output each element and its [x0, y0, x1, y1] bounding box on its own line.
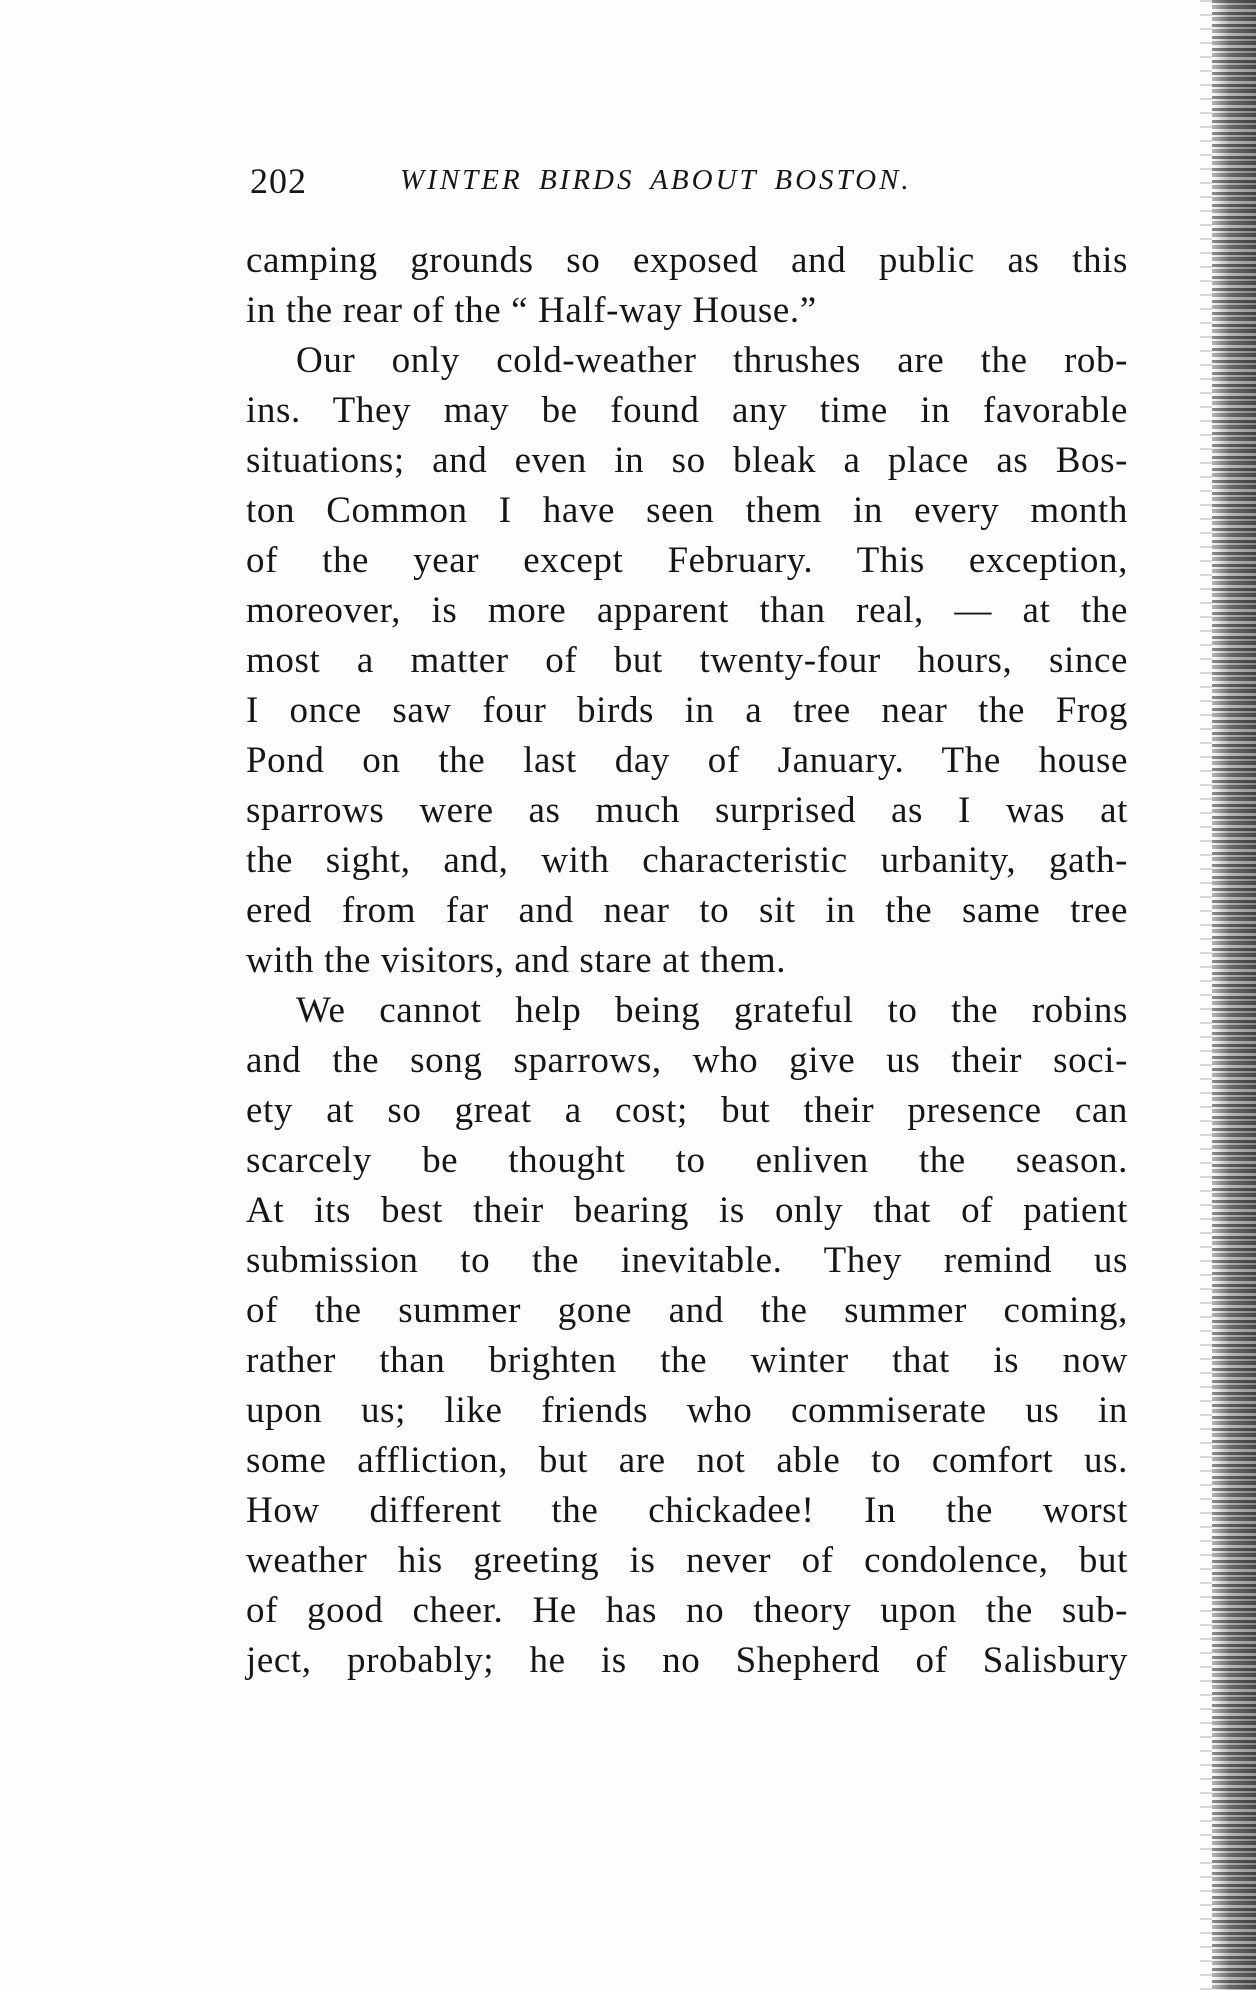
text-line: ety at so great a cost; but their presence can [246, 1090, 1128, 1131]
text-line: of the summer gone and the summer coming, [246, 1290, 1128, 1331]
text-line: moreover, is more apparent than real, — at the [246, 590, 1128, 631]
text-line: submission to the inevitable. They remind us [246, 1240, 1128, 1281]
page-number: 202 [250, 161, 307, 201]
text-line: I once saw four birds in a tree near the Frog [246, 690, 1128, 731]
text-line: some affliction, but are not able to comfort us. [246, 1440, 1128, 1481]
text-line: upon us; like friends who commiserate us in [246, 1390, 1128, 1431]
text-line: ject, probably; he is no Shepherd of Salisbury [246, 1640, 1128, 1681]
scan-edge-shadow [1200, 0, 1212, 1990]
text-line: We cannot help being grateful to the robins [296, 990, 1128, 1031]
text-line: How different the chickadee! In the worst [246, 1490, 1128, 1531]
paragraph [246, 986, 1128, 1686]
body-text [246, 236, 1128, 1686]
text-line: camping grounds so exposed and public as this [246, 240, 1128, 281]
text-line: with the visitors, and stare at them. [246, 940, 787, 981]
text-line: rather than brighten the winter that is now [246, 1340, 1128, 1381]
text-line: of good cheer. He has no theory upon the sub- [246, 1590, 1128, 1631]
scan-edge [1212, 0, 1256, 1990]
text-line: sparrows were as much surprised as I was at [246, 790, 1128, 831]
text-line: ins. They may be found any time in favorable [246, 390, 1128, 431]
text-line: of the year except February. This exception, [246, 540, 1128, 581]
text-line: weather his greeting is never of condolence, but [246, 1540, 1128, 1581]
text-line: scarcely be thought to enliven the season. [246, 1140, 1128, 1181]
text-line: Our only cold-weather thrushes are the rob- [296, 340, 1128, 381]
paragraph [246, 336, 1128, 986]
text-line: Pond on the last day of January. The house [246, 740, 1128, 781]
running-header [250, 160, 1130, 210]
text-line: in the rear of the “ Half-way House.” [246, 290, 817, 331]
paragraph [246, 236, 1128, 336]
text-line: At its best their bearing is only that of patient [246, 1190, 1128, 1231]
text-line: most a matter of but twenty-four hours, since [246, 640, 1128, 681]
text-line: and the song sparrows, who give us their soci- [246, 1040, 1128, 1081]
running-title: WINTER BIRDS ABOUT BOSTON. [400, 164, 912, 196]
text-line: ton Common I have seen them in every month [246, 490, 1128, 531]
text-line: ered from far and near to sit in the same tree [246, 890, 1128, 931]
text-line: situations; and even in so bleak a place as Bos- [246, 440, 1128, 481]
text-line: the sight, and, with characteristic urbanity, gath- [246, 840, 1128, 881]
